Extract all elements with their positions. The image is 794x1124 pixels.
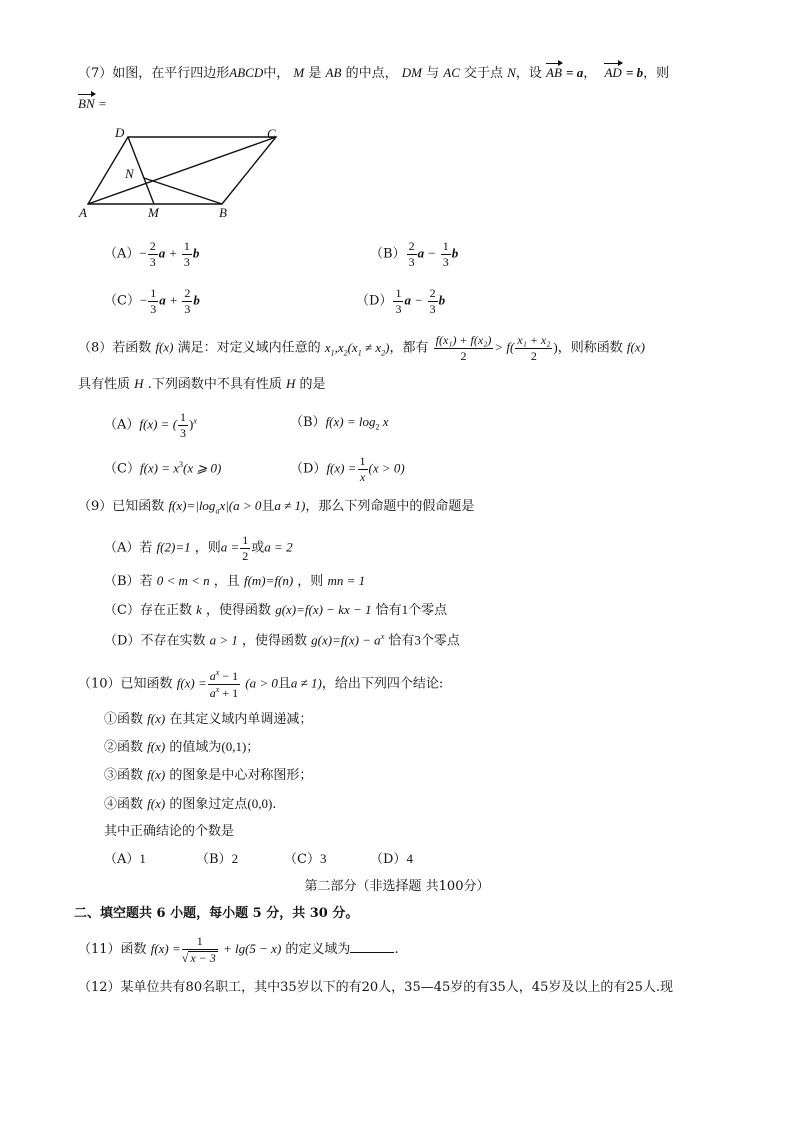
q7-option-a[interactable]: （A）− $\frac{2}{3}$ a + $\frac{1}{3}$ b bbox=[104, 239, 200, 269]
q10-item-4: ④函数 f(x) 的图象过定点(0,0). bbox=[104, 796, 277, 812]
q8-option-c[interactable]: $(C)f(x) = x^3(x$ ⩾ 0) bbox=[104, 460, 222, 477]
vector-ad: AD bbox=[604, 65, 622, 80]
label-b: B bbox=[219, 205, 227, 220]
q10-stem: （10）已知函数 f(x) = $\frac{a^x - 1}{a^x + 1}$ (a > 0且a ≠ 1)，给出下列四个结论: bbox=[78, 668, 444, 700]
q7-stem: （7）如图，在平行四边形ABCD中， M 是 AB 的中点， DM 与 AC 交于点 N，设 AB = a， AD = b，则 bbox=[78, 65, 670, 81]
q8-option-b[interactable]: $(B)f(x) = \log_2 x$ bbox=[290, 414, 389, 432]
q10-item-3: ③函数 f(x) 的图象是中心对称图形； bbox=[104, 767, 313, 783]
q10-option-b[interactable]: （B）2 bbox=[196, 851, 239, 867]
q12-stem: （12）某单位共有80名职工，其中35岁以下的有20人，35—45岁的有35人，45岁及以上的有25人.现 bbox=[78, 980, 674, 995]
q10-option-a[interactable]: （A）1 bbox=[104, 851, 146, 867]
q7-option-d[interactable]: （D） $\frac{1}{3}$ a − $\frac{2}{3}$ b bbox=[356, 286, 446, 316]
q11-stem: （11）函数 f(x) = $\frac{1}{√ x - 3}$ + lg(5 − x) 的定义域为 . bbox=[78, 934, 399, 965]
q9-option-a[interactable]: （A）若 f(2)=1 ，则a = $\frac{1}{2}$ 或a = 2 bbox=[104, 533, 293, 563]
q8-stem: （8）若函数 f(x) 满足：对定义域内任意的 $x_1,x_2(x_1 \ne x_2)$，都有 $\frac{\text{f(x₁) + f(x₂)}}{2}$ > f( $\frac{\text{x₁ + x₂}}{2}$ )，则称函数 f(x) bbox=[78, 333, 645, 363]
q7-option-c[interactable]: （C）− $\frac{1}{3}$ a + $\frac{2}{3}$ b bbox=[104, 286, 200, 316]
q10-item-1: ①函数 f(x) 在其定义域内单调递减； bbox=[104, 711, 313, 727]
q7-option-b[interactable]: （B） $\frac{2}{3}$ a − $\frac{1}{3}$ b bbox=[370, 239, 459, 269]
q9-option-d[interactable]: （D）不存在实数 a > 1 ，使得函数 $g(x)=f(x) - a^x$ 恰有3个零点 bbox=[104, 632, 460, 649]
part2-title: 第二部分（非选择题 共100分） bbox=[304, 879, 490, 894]
label-d: D bbox=[115, 125, 125, 140]
q7-stem-line2: BN = bbox=[78, 96, 107, 111]
q9-option-c[interactable]: （C）存在正数 k ，使得函数 g(x)=f(x) − kx − 1 恰有1个零点 bbox=[104, 602, 448, 618]
vector-bn: BN bbox=[78, 96, 95, 111]
q9-stem: （9）已知函数 $f(x)=|\log_ax|(a > 0$且a ≠ 1)，那么下列命题中的假命题是 bbox=[78, 498, 475, 516]
label-m: M bbox=[148, 205, 159, 220]
q11-answer-blank[interactable] bbox=[350, 940, 394, 953]
q10-option-d[interactable]: （D）4 bbox=[370, 851, 413, 867]
q8-option-a[interactable]: （A）f(x) = ( $\frac{1}{3}$ )$^x$ bbox=[104, 410, 197, 440]
label-n: N bbox=[125, 166, 134, 181]
q10-ask: 其中正确结论的个数是 bbox=[104, 824, 235, 839]
diagonal-ac bbox=[88, 137, 276, 204]
q10-item-2: ②函数 f(x) 的值域为(0,1)； bbox=[104, 739, 260, 755]
parallelogram-figure bbox=[76, 124, 296, 222]
section2-heading: 二、填空题共 6 小题，每小题 5 分，共 30 分。 bbox=[74, 906, 359, 921]
label-a: A bbox=[79, 205, 87, 220]
label-c: C bbox=[267, 126, 276, 141]
q9-option-b[interactable]: （B）若 0 < m < n ，且 f(m)=f(n) ，则 mn = 1 bbox=[104, 573, 366, 589]
q8-option-d[interactable]: （D）f(x) = $\frac{1}{x}$ (x > 0) bbox=[290, 454, 405, 484]
vector-ab: AB bbox=[546, 65, 562, 80]
segment-bn bbox=[144, 178, 222, 204]
q8-stem-line2: 具有性质 H .下列函数中不具有性质 H 的是 bbox=[78, 376, 326, 392]
q10-option-c[interactable]: （C）3 bbox=[284, 851, 327, 867]
